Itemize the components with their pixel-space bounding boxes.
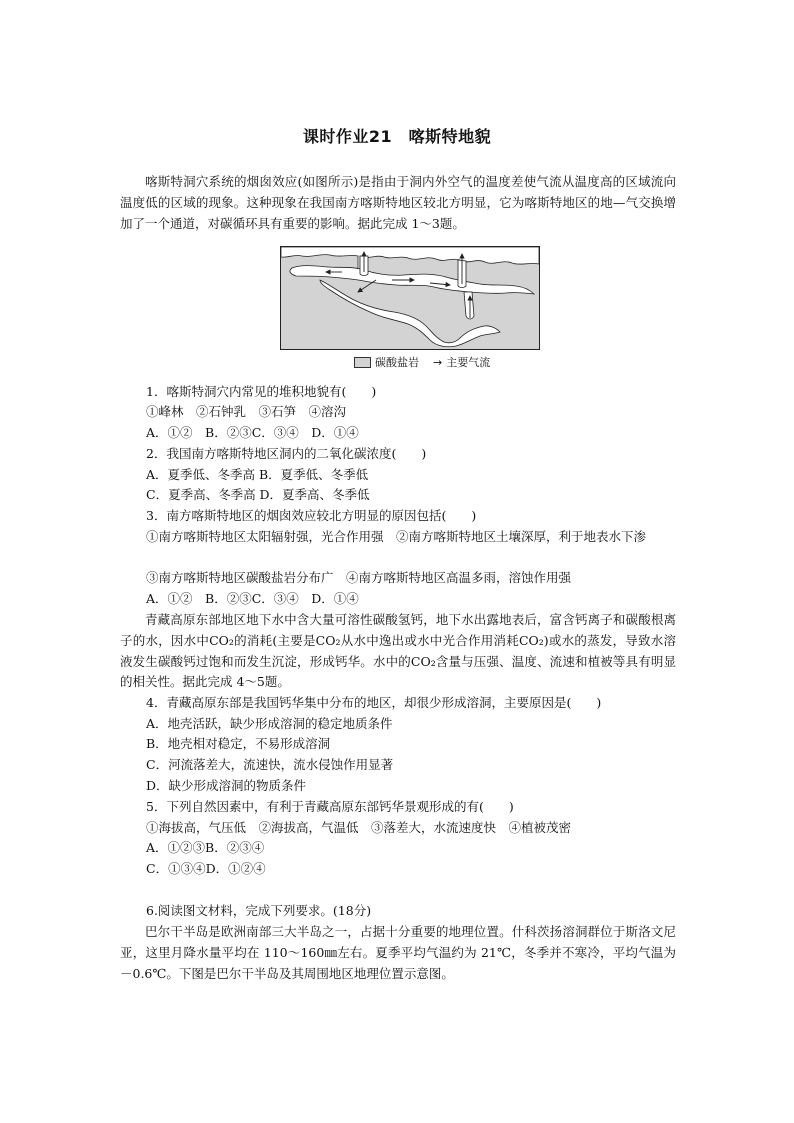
intro-paragraph-2: 青藏高原东部地区地下水中含大量可溶性碳酸氢钙，地下水出露地表后，富含钙离子和碳酸根离子的水，因水中CO₂的消耗(主要是CO₂从水中逸出或水中光合作用消耗CO₂)或水的蒸发，导致水溶液发生碳酸钙过饱和而发生沉淀，形成钙华。水中的CO₂含量与压强、温度、流速和植被等具有明显的相关性。据此完成 4～5题。 (120, 612, 676, 690)
q2-options-cd: C．夏季高、冬季高 D．夏季高、冬季低 (146, 487, 370, 502)
q4-option-b: B．地壳相对稳定，不易形成溶洞 (146, 736, 331, 751)
q2-options-ab: A．夏季低、冬季高 B．夏季低、冬季低 (146, 467, 369, 482)
q3-items-1: ①南方喀斯特地区太阳辐射强，光合作用强 ②南方喀斯特地区土壤深厚，利于地表水下渗 (146, 529, 647, 544)
q5-items: ①海拔高，气压低 ②海拔高，气温低 ③落差大，水流速度快 ④植被茂密 (146, 820, 572, 835)
q6-stem: 6.阅读图文材料，完成下列要求。(18分) (146, 903, 372, 918)
q1-stem: 1．喀斯特洞穴内常见的堆积地貌有( ) (146, 384, 377, 399)
q3-options: A．①② B．②③C．③④ D．①④ (146, 591, 359, 606)
rock-swatch-icon (354, 357, 371, 368)
q5-stem: 5．下列自然因素中，有利于青藏高原东部钙华景观形成的有( ) (146, 799, 514, 814)
legend-airflow-label: 主要气流 (446, 356, 491, 369)
q2-stem: 2．我国南方喀斯特地区洞内的二氧化碳浓度( ) (146, 446, 427, 461)
q4-option-a: A．地壳活跃，缺少形成溶洞的稳定地质条件 (146, 716, 393, 731)
cave-chimney-effect-figure (280, 246, 540, 350)
legend-rock-label: 碳酸盐岩 (375, 356, 419, 369)
intro-paragraph-1: 喀斯特洞穴系统的烟囱效应(如图所示)是指由于洞内外空气的温度差使气流从温度高的区域流向温度低的区域的现象。这种现象在我国南方喀斯特地区较北方明显，它为喀斯特地区的地—气交换增加了一个通道，对碳循环具有重要的影响。据此完成 1～3题。 (120, 174, 676, 231)
q4-stem: 4．青藏高原东部是我国钙华集中分布的地区，却很少形成溶洞，主要原因是( ) (146, 695, 602, 710)
q3-items-2: ③南方喀斯特地区碳酸盐岩分布广 ④南方喀斯特地区高温多雨，溶蚀作用强 (146, 570, 572, 585)
q6-material: 巴尔干半岛是欧洲南部三大半岛之一，占据十分重要的地理位置。什科茨扬溶洞群位于斯洛文尼亚，这里月降水量平均在 110～160㎜左右。夏季平均气温约为 21℃，冬季并不寒冷，平均气温为－0.6℃。下图是巴尔干半岛及其周围地区地理位置示意图。 (120, 924, 676, 981)
airflow-arrow-icon: → (433, 355, 443, 369)
page-title: 课时作业21 喀斯特地貌 (302, 127, 492, 146)
q4-option-c: C．河流落差大，流速快，流水侵蚀作用显著 (146, 757, 394, 772)
q4-option-d: D．缺少形成溶洞的物质条件 (146, 778, 307, 793)
q1-items: ①峰林 ②石钟乳 ③石笋 ④溶沟 (146, 404, 347, 419)
q3-stem: 3．南方喀斯特地区的烟囱效应较北方明显的原因包括( ) (146, 508, 477, 523)
q5-options-ab: A．①②③B．②③④ (146, 840, 265, 855)
figure-legend (354, 354, 490, 370)
q1-options: A．①② B．②③C．③④ D．①④ (146, 425, 359, 440)
q5-options-cd: C．①③④D．①②④ (146, 861, 266, 876)
